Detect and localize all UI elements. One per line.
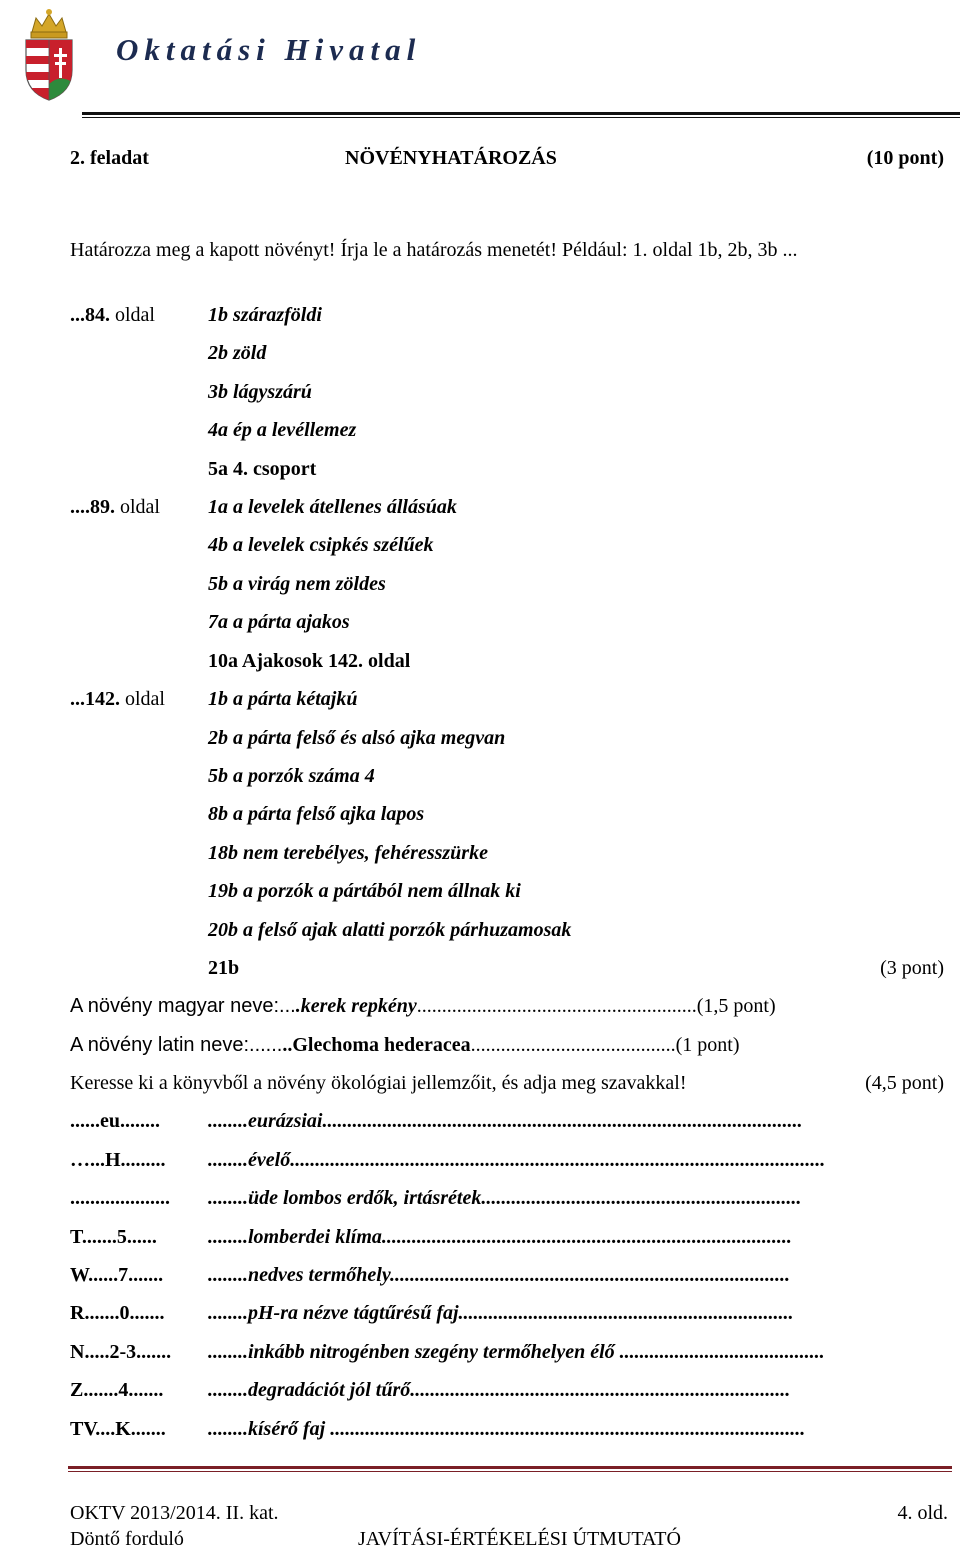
ecology-value: ........pH-ra nézve tágtűrésű faj................................................................... — [208, 1302, 794, 1324]
latin-name-prefix: A növény latin neve:...... — [70, 1034, 283, 1056]
task-points: (10 pont) — [866, 147, 944, 169]
hungarian-coat-of-arms-logo — [22, 8, 76, 102]
step: 2b zöld — [208, 342, 267, 364]
step: 10a Ajakosok 142. oldal — [208, 650, 411, 672]
ecology-value: ........lomberdei klíma.................................................................................. — [208, 1226, 792, 1248]
step: 1b a párta kétajkú — [208, 688, 358, 710]
ecology-value: ........nedves termőhely................................................................................ — [208, 1264, 791, 1286]
ecology-value: ........kísérő faj ............................................................................................... — [208, 1418, 806, 1440]
step: 4a ép a levéllemez — [208, 419, 357, 441]
ecology-value: ........üde lombos erdők, irtásrétek................................................................ — [208, 1187, 802, 1209]
page-ref-84: ...84. oldal — [70, 304, 155, 326]
step: 3b lágyszárú — [208, 381, 312, 403]
step: 5b a porzók száma 4 — [208, 765, 375, 787]
ecology-value: ........évelő........................................................................................................... — [208, 1149, 826, 1171]
step: 7a a párta ajakos — [208, 611, 350, 633]
task-title: NÖVÉNYHATÁROZÁS — [345, 147, 557, 169]
hungarian-name-prefix: A növény magyar neve:... — [70, 995, 296, 1017]
ecology-code: ......eu........ — [70, 1110, 160, 1132]
ecology-code: N.....2-3....... — [70, 1341, 172, 1363]
step: 5a 4. csoport — [208, 458, 317, 480]
header-divider-thin — [82, 117, 960, 118]
ecology-value: ........degradációt jól tűrő............................................................................ — [208, 1379, 791, 1401]
step: 18b nem terebélyes, fehéresszürke — [208, 842, 488, 864]
step: 1a a levelek átellenes állásúak — [208, 496, 457, 518]
ecology-question: Keresse ki a könyvből a növény ökológiai jellemzőit, és adja meg szavakkal! — [70, 1072, 687, 1094]
step: 1b szárazföldi — [208, 304, 322, 326]
footer-divider — [68, 1466, 952, 1469]
latin-name-suffix: .........................................(1 pont) — [470, 1034, 740, 1056]
ecology-code: Z.......4....... — [70, 1379, 164, 1401]
ecology-code: T.......5...... — [70, 1226, 157, 1248]
organization-name: Oktatási Hivatal — [116, 32, 422, 67]
step: 8b a párta felső ajka lapos — [208, 803, 425, 825]
footer-competition: OKTV 2013/2014. II. kat. — [70, 1502, 279, 1524]
ecology-value: ........eurázsiai................................................................................................ — [208, 1110, 803, 1132]
task-label: 2. feladat — [70, 147, 149, 169]
ecology-code: .................... — [70, 1187, 170, 1209]
page-ref-142: ...142. oldal — [70, 688, 165, 710]
latin-name-value: ..Glechoma hederacea — [282, 1034, 471, 1056]
steps-points: (3 pont) — [880, 957, 944, 979]
step: 20b a felső ajak alatti porzók párhuzamosak — [208, 919, 572, 941]
ecology-code: R.......0....... — [70, 1302, 165, 1324]
hungarian-name-suffix: ........................................................(1,5 pont) — [416, 995, 776, 1017]
hungarian-name-value: .kerek repkény — [295, 995, 417, 1017]
footer-doc-title: JAVÍTÁSI-ÉRTÉKELÉSI ÚTMUTATÓ — [358, 1528, 681, 1550]
hungarian-name-line — [70, 995, 776, 1018]
ecology-code: W......7....... — [70, 1264, 164, 1286]
header-divider — [82, 112, 960, 115]
ecology-points: (4,5 pont) — [865, 1072, 944, 1094]
ecology-code: TV....K....... — [70, 1418, 166, 1440]
footer-round: Döntő forduló — [70, 1528, 184, 1550]
page-ref-89: ....89. oldal — [70, 496, 160, 518]
step: 4b a levelek csipkés szélűek — [208, 534, 434, 556]
task-instruction: Határozza meg a kapott növényt! Írja le a határozás menetét! Például: 1. oldal 1b, 2b, 3b ... — [70, 239, 798, 261]
latin-name-line — [70, 1034, 740, 1057]
ecology-value: ........inkább nitrogénben szegény termőhelyen élő ......................................... — [208, 1341, 825, 1363]
ecology-code: …...H......... — [70, 1149, 166, 1171]
footer-divider-thin — [68, 1471, 952, 1472]
step: 21b — [208, 957, 240, 979]
footer-page-number: 4. old. — [897, 1502, 948, 1524]
step: 19b a porzók a pártából nem állnak ki — [208, 880, 521, 902]
step: 2b a párta felső és alsó ajka megvan — [208, 727, 506, 749]
step: 5b a virág nem zöldes — [208, 573, 386, 595]
